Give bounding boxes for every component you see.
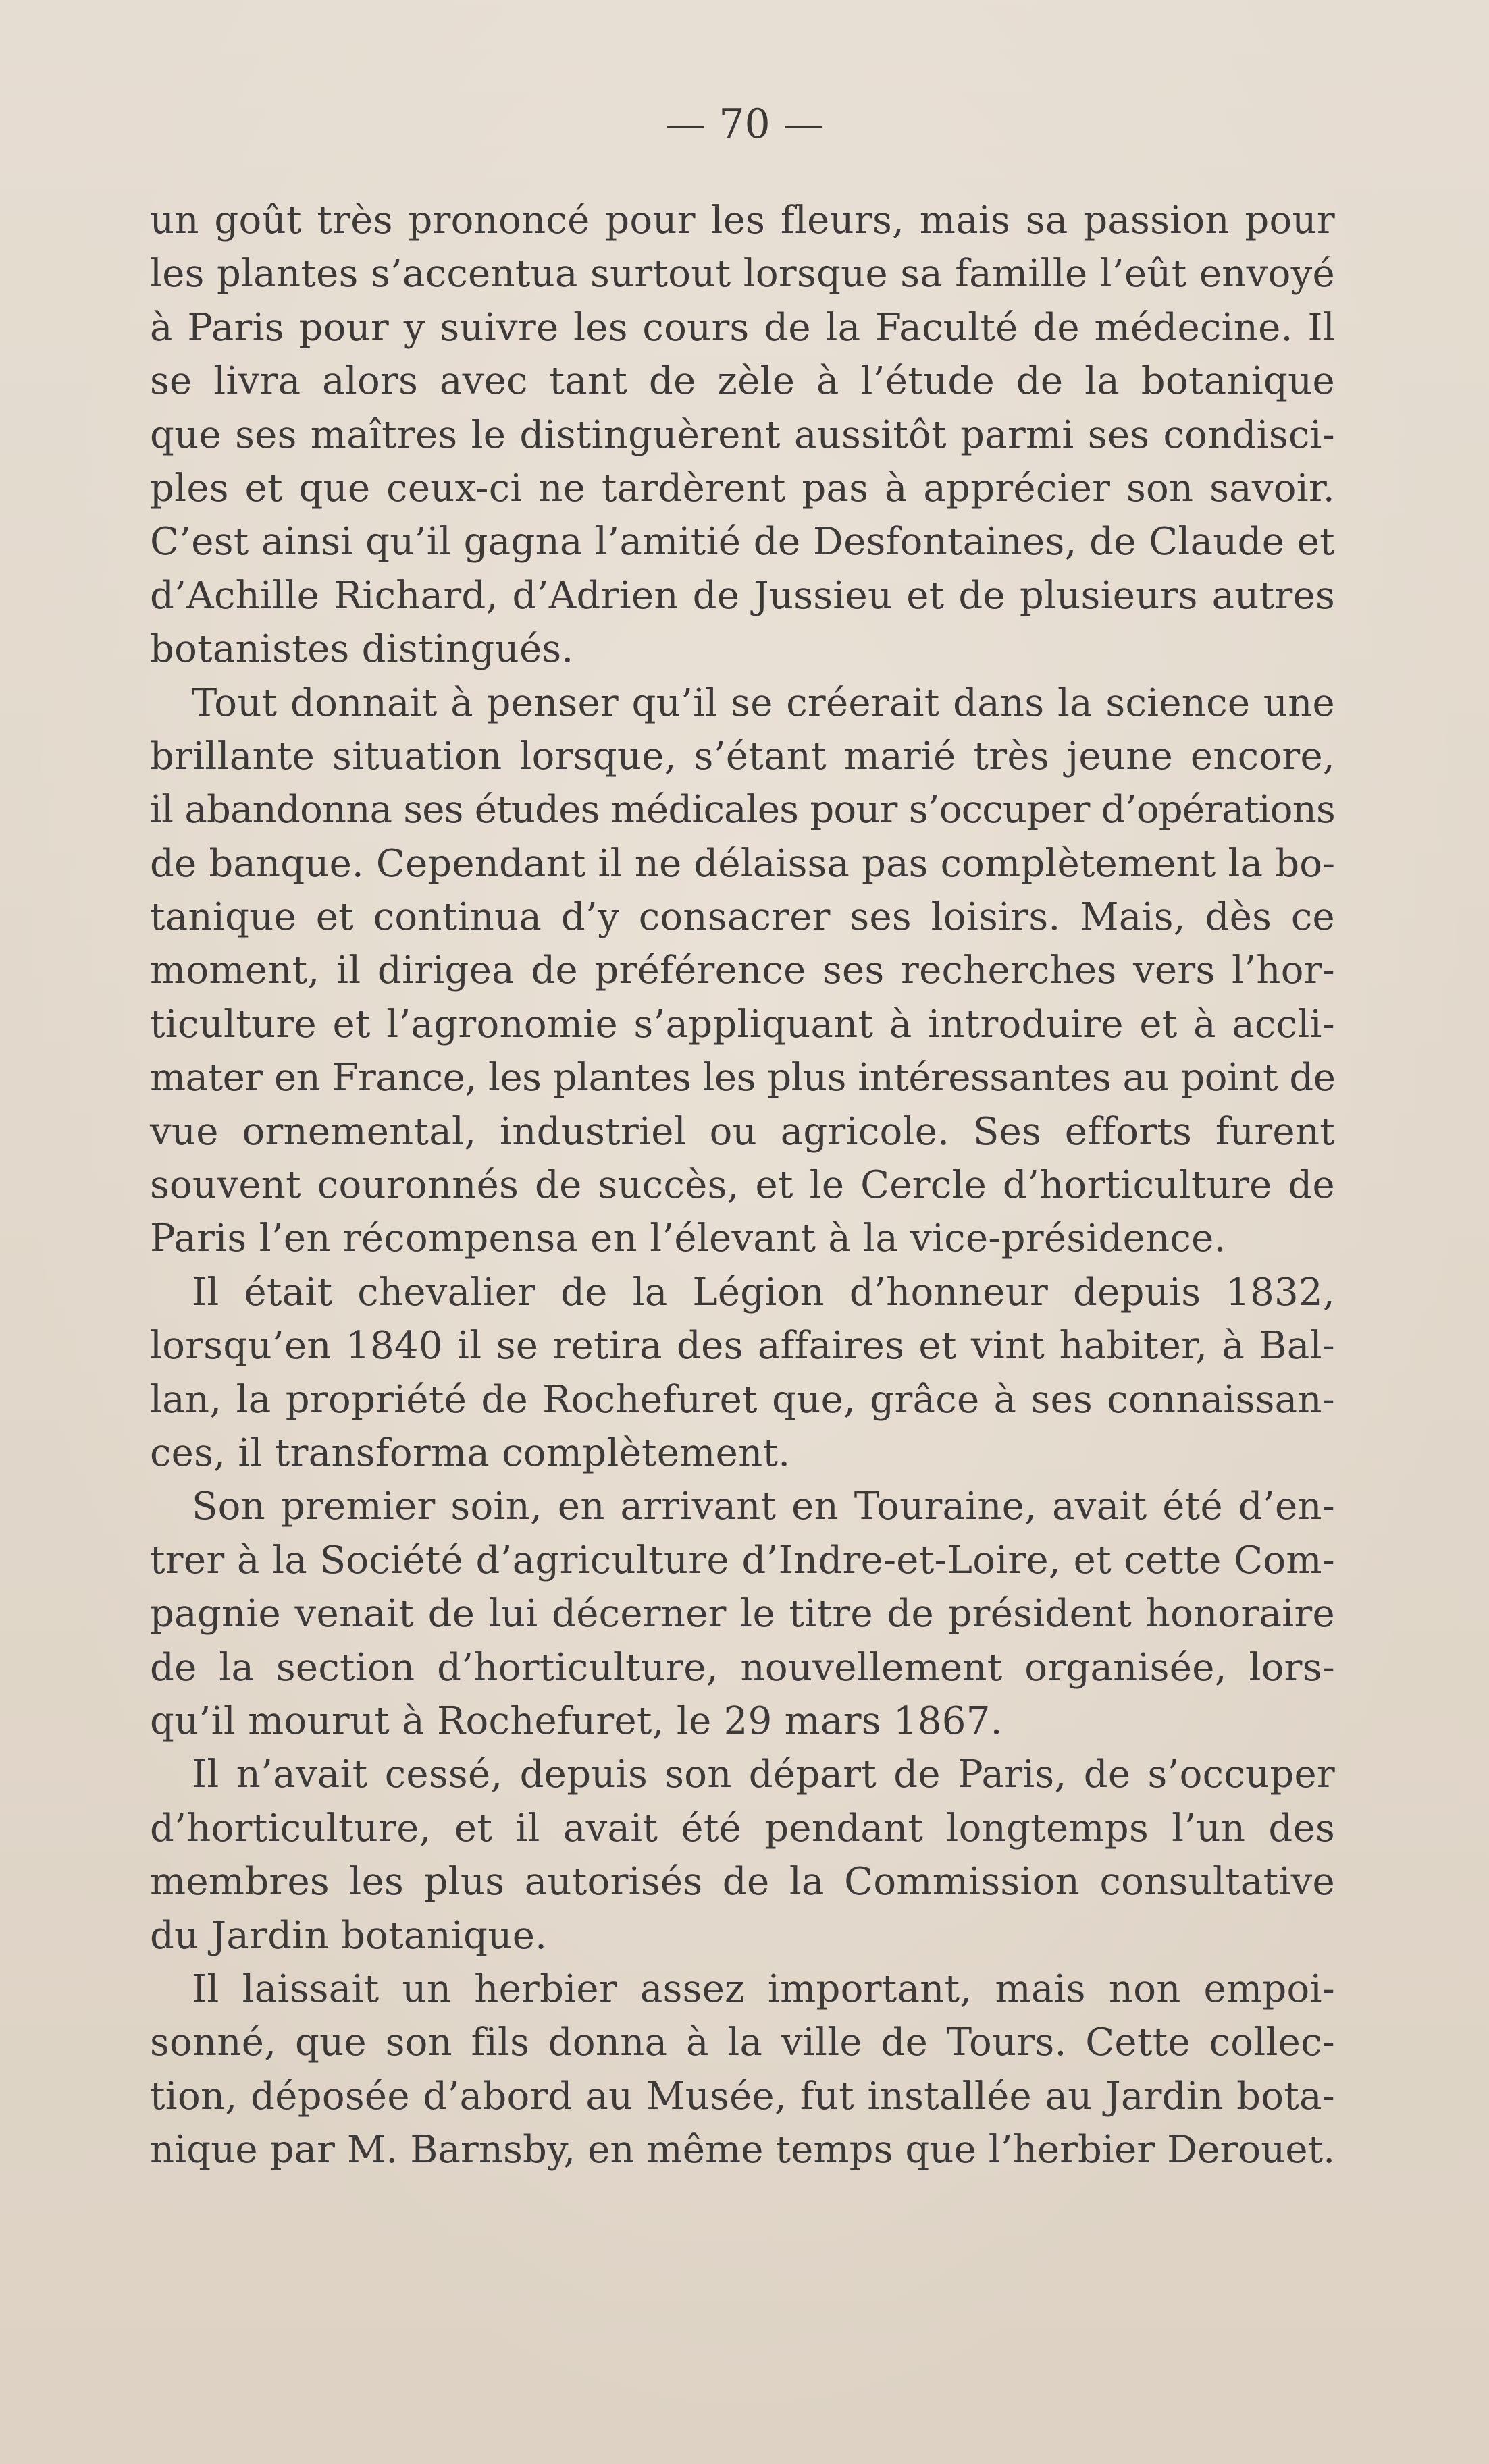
text-line: botanistes distingués. [150,627,574,672]
text-line: membres les plus autorisés de la Commission consultative [150,1860,1335,1904]
text-line: Il était chevalier de la Légion d’honneur depuis 1832, [192,1270,1335,1314]
text-line: sonné, que son fils donna à la ville de Tours. Cette collec- [150,2020,1335,2065]
text-line: trer à la Société d’agriculture d’Indre-et-Loire, et cette Com- [150,1538,1335,1582]
text-line: de la section d’horticulture, nouvellement organisée, lors- [150,1645,1335,1690]
text-line: ticulture et l’agronomie s’appliquant à introduire et à accli- [150,1002,1335,1046]
text-line: pagnie venait de lui décerner le titre de président honoraire [150,1592,1335,1636]
text-line: lan, la propriété de Rochefuret que, grâce à ses connaissan- [150,1377,1335,1422]
text-line: se livra alors avec tant de zèle à l’étude de la botanique [150,359,1335,404]
text-line: du Jardin botanique. [150,1913,548,1958]
text-line: il abandonna ses études médicales pour s’occuper d’opérations [150,788,1335,832]
text-line: mater en France, les plantes les plus intéressantes au point de [150,1056,1336,1100]
text-line: ples et que ceux-ci ne tardèrent pas à apprécier son savoir. [150,466,1335,510]
text-line: lorsqu’en 1840 il se retira des affaires et vint habiter, à Bal- [150,1324,1335,1368]
text-line: un goût très prononcé pour les fleurs, mais sa passion pour [150,198,1335,242]
text-line: qu’il mourut à Rochefuret, le 29 mars 1867. [150,1698,1003,1743]
text-line: que ses maîtres le distinguèrent aussitôt parmi ses condisci- [150,412,1335,457]
text-line: d’horticulture, et il avait été pendant longtemps l’un des [150,1806,1335,1850]
text-line: brillante situation lorsque, s’étant marié très jeune encore, [150,734,1335,778]
text-line: ces, il transforma complètement. [150,1430,791,1475]
text-line: de banque. Cependant il ne délaissa pas complètement la bo- [150,841,1336,886]
body-text [150,194,1335,2176]
text-line: Tout donnait à penser qu’il se créerait dans la science une [192,680,1335,725]
text-line: C’est ainsi qu’il gagna l’amitié de Desfontaines, de Claude et [150,520,1335,564]
text-line: les plantes s’accentua surtout lorsque sa famille l’eût envoyé [150,252,1335,296]
text-line: à Paris pour y suivre les cours de la Faculté de médecine. Il [150,305,1335,350]
text-line: Paris l’en récompensa en l’élevant à la vice-présidence. [150,1216,1226,1261]
text-line: moment, il dirigea de préférence ses recherches vers l’hor- [150,948,1335,993]
text-line: tion, déposée d’abord au Musée, fut installée au Jardin bota- [150,2074,1335,2118]
text-line: Il laissait un herbier assez important, mais non empoi- [192,1966,1335,2011]
text-line: vue ornemental, industriel ou agricole. Ses efforts furent [150,1109,1335,1154]
text-line: tanique et continua d’y consacrer ses loisirs. Mais, dès ce [150,895,1335,940]
text-line: Il n’avait cessé, depuis son départ de Paris, de s’occuper [192,1752,1335,1797]
text-line: nique par M. Barnsby, en même temps que l’herbier Derouet. [150,2128,1336,2172]
text-line: souvent couronnés de succès, et le Cercle d’horticulture de [150,1163,1335,1208]
text-line: d’Achille Richard, d’Adrien de Jussieu et de plusieurs autres [150,573,1335,618]
page-number: — 70 — [665,101,824,148]
text-line: Son premier soin, en arrivant en Touraine, avait été d’en- [192,1484,1335,1529]
